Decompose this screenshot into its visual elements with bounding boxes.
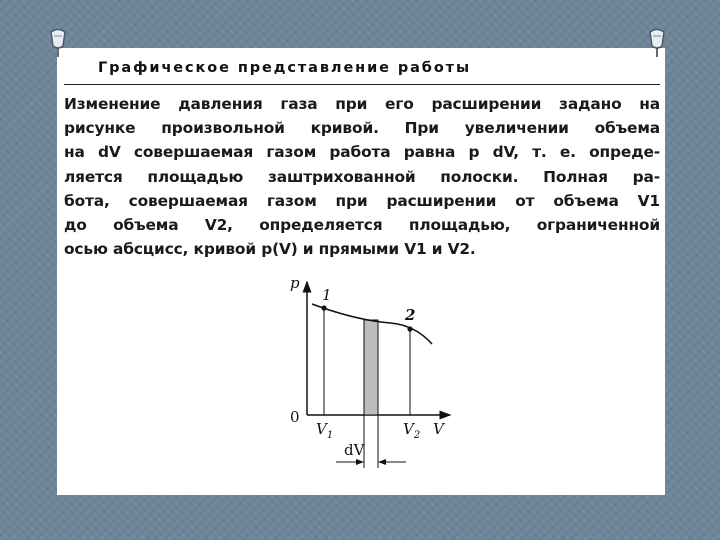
- v2-label: $V_2$: [403, 420, 421, 441]
- paragraph-line: до объема V2, определяется площадью, ограниченной: [64, 216, 660, 235]
- paragraph-line: осью абсцисс, кривой p(V) и прямыми V1 и V2.: [64, 240, 476, 259]
- paragraph-line: рисунке произвольной кривой. При увеличении объема: [64, 119, 660, 138]
- point-1-label: 1: [322, 286, 332, 304]
- point-2-label: 2: [405, 306, 416, 324]
- axis-y-label: p: [290, 274, 300, 292]
- origin-label: 0: [290, 408, 300, 426]
- pushpin-icon: [646, 28, 668, 58]
- paragraph-line: на dV совершаемая газом работа равна p dV, т. е. опреде-: [64, 143, 660, 162]
- paragraph-line: Изменение давления газа при его расширении задано на: [64, 95, 660, 113]
- point-2: [407, 326, 412, 331]
- shaded-strip: [364, 320, 378, 415]
- body-paragraph: [64, 92, 660, 261]
- dv-label: dV: [344, 441, 365, 459]
- paragraph-line: ляется площадью заштрихованной полоски. Полная ра-: [64, 167, 660, 186]
- pushpin-icon: [47, 28, 69, 58]
- title-rule: [64, 84, 660, 85]
- v1-label: $V_1$: [316, 420, 334, 441]
- paragraph-line: бота, совершаемая газом при расширении от объема V1: [64, 191, 660, 210]
- pv-diagram: [280, 268, 460, 478]
- point-1: [321, 305, 326, 310]
- axis-x-label: V: [433, 420, 444, 438]
- document-title: Графическое представление работы: [98, 60, 472, 76]
